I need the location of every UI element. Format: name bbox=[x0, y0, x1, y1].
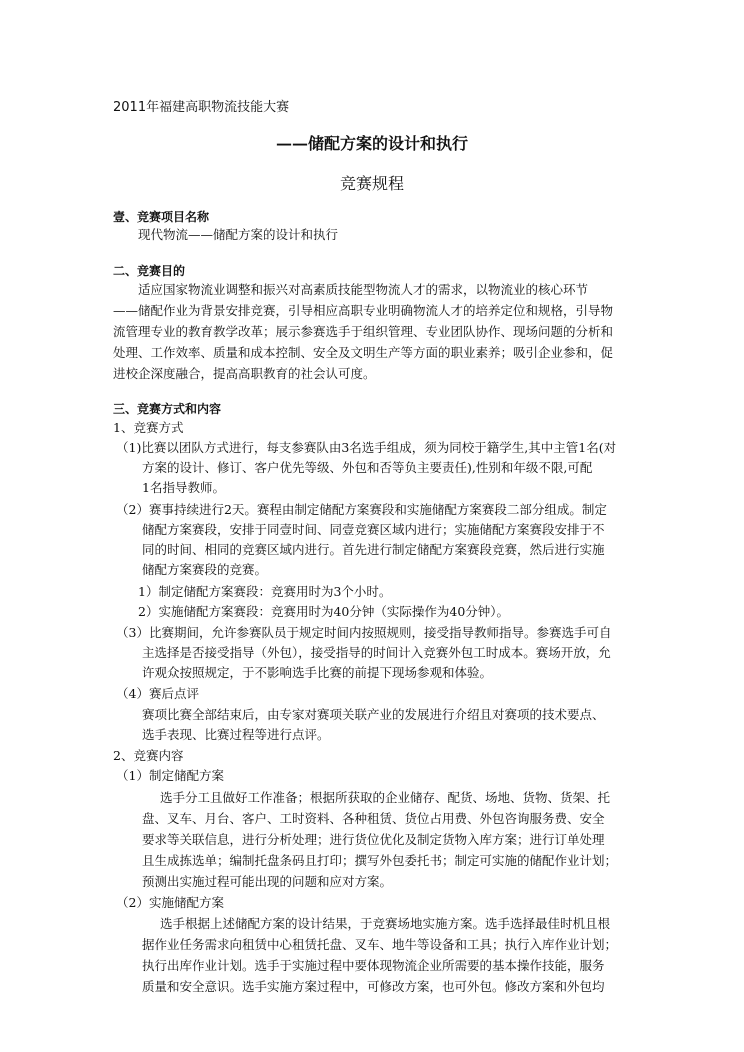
section-2-line: 处理、工作效率、质量和成本控制、安全及文明生产等方面的职业素养；吸引企业参和，促 bbox=[113, 345, 614, 360]
section-3-line: 1名指导教师。 bbox=[142, 480, 225, 495]
section-3-line: 1、竞赛方式 bbox=[113, 420, 184, 435]
section-2-line: 流管理专业的教育教学改革；展示参赛选手于组织管理、专业团队协作、现场问题的分析和 bbox=[113, 324, 614, 339]
section-2-line: 进校企深度融合，提高高职教育的社会认可度。 bbox=[113, 366, 376, 381]
document-header: 2011年福建高职物流技能大赛 bbox=[113, 100, 290, 115]
section-3-line: 主选择是否接受指导（外包），接受指导的时间计入竞赛外包工时成本。赛场开放，允 bbox=[142, 645, 611, 660]
section-3-line: （1）制定储配方案 bbox=[116, 768, 224, 783]
section-2-line: ——储配作业为背景安排竞赛，引导相应高职专业明确物流人才的培养定位和规格，引导物 bbox=[113, 303, 614, 318]
section-3-line: 执行出库作业计划。选手于实施过程中要体现物流企业所需要的基本操作技能，服务 bbox=[142, 958, 605, 973]
section-3-line: 选手根据上述储配方案的设计结果，于竞赛场地实施方案。选手选择最佳时机且根 bbox=[160, 916, 611, 931]
section-3-line: 储配方案赛段，安排于同壹时间、同壹竞赛区域内进行；实施储配方案赛段安排于不 bbox=[142, 522, 605, 537]
section-3-line: 据作业任务需求向租赁中心租赁托盘、叉车、地牛等设备和工具；执行入库作业计划； bbox=[142, 937, 618, 952]
section-3-line: 2）实施储配方案赛段：竞赛用时为40分钟（实际操作为40分钟）。 bbox=[138, 604, 510, 619]
section-3-line: 许观众按照规定，于不影响选手比赛的前提下现场参观和体验。 bbox=[142, 665, 493, 680]
section-3-line: （4）赛后点评 bbox=[116, 686, 199, 701]
section-1-text: 现代物流——储配方案的设计和执行 bbox=[138, 227, 339, 242]
section-3-line: 且生成拣选单；编制托盘条码且打印；撰写外包委托书；制定可实施的储配作业计划； bbox=[142, 853, 618, 868]
document-subtitle: 竞赛规程 bbox=[339, 174, 404, 193]
section-3-line: 2、竞赛内容 bbox=[113, 748, 184, 763]
section-3-line: 同的时间、相同的竞赛区域内进行。首先进行制定储配方案赛段竞赛，然后进行实施 bbox=[142, 542, 605, 557]
section-3-line: 盘、叉车、月台、客户、工时资料、各种租赁、货位占用费、外包咨询服务费、安全 bbox=[142, 811, 605, 826]
section-3-line: 1）制定储配方案赛段：竞赛用时为3个小时。 bbox=[138, 584, 392, 599]
section-3-line: 方案的设计、修订、客户优先等级、外包和否等负主要责任),性别和年级不限,可配 bbox=[142, 460, 593, 475]
section-3-line: 储配方案赛段的竞赛。 bbox=[142, 562, 268, 577]
section-3-line: （3）比赛期间，允许参赛队员于规定时间内按照规则，接受指导教师指导。参赛选手可自 bbox=[116, 625, 612, 640]
section-3-line: （2）赛事持续进行2天。赛程由制定储配方案赛段和实施储配方案赛段二部分组成。制定 bbox=[116, 502, 607, 517]
section-3-line: （1)比赛以团队方式进行，每支参赛队由3名选手组成，须为同校于籍学生,其中主管1名(对 bbox=[116, 440, 617, 455]
section-3-line: 预测出实施过程可能出现的问题和应对方案。 bbox=[142, 874, 393, 889]
section-3-line: 质量和安全意识。选手实施方案过程中，可修改方案，也可外包。修改方案和外包均 bbox=[142, 979, 605, 994]
section-2-heading: 二、竞赛目的 bbox=[113, 264, 186, 278]
section-3-line: 赛项比赛全部结束后，由专家对赛项关联产业的发展进行介绍且对赛项的技术要点、 bbox=[142, 707, 605, 722]
section-2-line: 适应国家物流业调整和振兴对高素质技能型物流人才的需求，以物流业的核心环节 bbox=[138, 282, 589, 297]
section-3-line: 选手表现、比赛过程等进行点评。 bbox=[142, 727, 330, 742]
section-3-heading: 三、竞赛方式和内容 bbox=[113, 402, 222, 416]
section-3-line: （2）实施储配方案 bbox=[116, 895, 224, 910]
section-3-line: 要求等关联信息，进行分析处理；进行货位优化及制定货物入库方案；进行订单处理 bbox=[142, 832, 605, 847]
document-title: ——储配方案的设计和执行 bbox=[275, 134, 468, 153]
section-1-heading: 壹、竞赛项目名称 bbox=[113, 210, 210, 224]
section-3-line: 选手分工且做好工作准备；根据所获取的企业储存、配货、场地、货物、货架、托 bbox=[160, 790, 611, 805]
